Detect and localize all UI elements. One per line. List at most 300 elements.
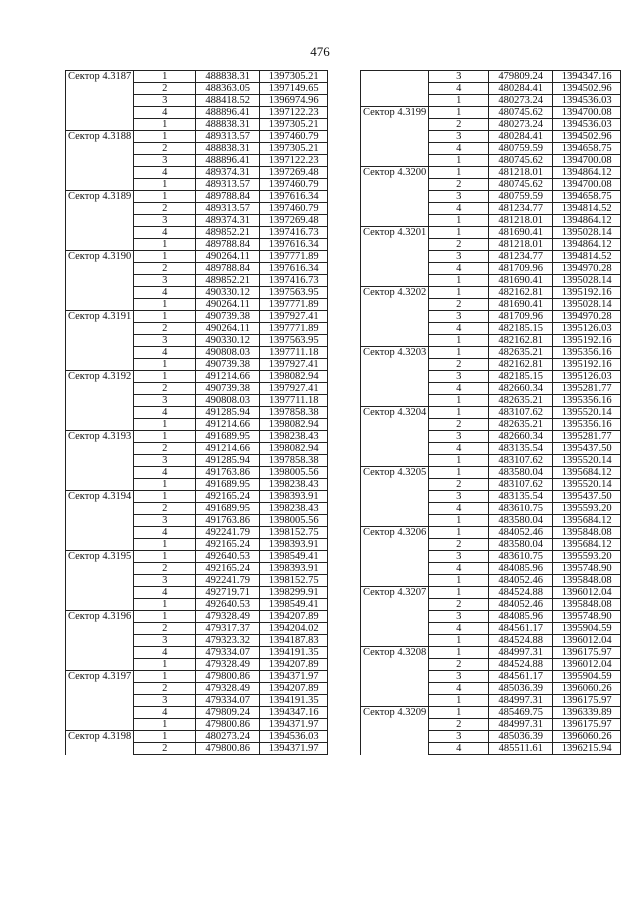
y-coordinate: 1397122.23 xyxy=(260,155,328,167)
point-number: 4 xyxy=(429,683,489,695)
table-row xyxy=(361,347,621,359)
y-coordinate: 1398005.56 xyxy=(260,467,328,479)
point-number: 3 xyxy=(134,455,196,467)
y-coordinate: 1397563.95 xyxy=(260,287,328,299)
table-row xyxy=(66,551,328,563)
y-coordinate: 1395848.08 xyxy=(553,527,621,539)
x-coordinate: 481218.01 xyxy=(489,167,553,179)
x-coordinate: 491214.66 xyxy=(196,419,260,431)
y-coordinate: 1397927.41 xyxy=(260,359,328,371)
sector-label xyxy=(361,71,429,107)
sector-label: Сектор 4.3197 xyxy=(66,671,134,731)
x-coordinate: 489852.21 xyxy=(196,227,260,239)
point-number: 3 xyxy=(429,251,489,263)
sector-label: Сектор 4.3209 xyxy=(361,707,429,755)
y-coordinate: 1394207.89 xyxy=(260,611,328,623)
x-coordinate: 485511.61 xyxy=(489,743,553,755)
point-number: 2 xyxy=(134,623,196,635)
x-coordinate: 479809.24 xyxy=(196,707,260,719)
y-coordinate: 1397711.18 xyxy=(260,347,328,359)
x-coordinate: 490808.03 xyxy=(196,395,260,407)
y-coordinate: 1395748.90 xyxy=(553,611,621,623)
x-coordinate: 489313.57 xyxy=(196,203,260,215)
point-number: 3 xyxy=(429,71,489,83)
x-coordinate: 483135.54 xyxy=(489,443,553,455)
point-number: 1 xyxy=(429,395,489,407)
point-number: 1 xyxy=(134,239,196,251)
point-number: 1 xyxy=(134,659,196,671)
y-coordinate: 1397858.38 xyxy=(260,455,328,467)
y-coordinate: 1397416.73 xyxy=(260,227,328,239)
y-coordinate: 1394970.28 xyxy=(553,263,621,275)
y-coordinate: 1396215.94 xyxy=(553,743,621,755)
x-coordinate: 483580.04 xyxy=(489,467,553,479)
y-coordinate: 1398082.94 xyxy=(260,419,328,431)
y-coordinate: 1397460.79 xyxy=(260,179,328,191)
y-coordinate: 1397269.48 xyxy=(260,215,328,227)
x-coordinate: 483135.54 xyxy=(489,491,553,503)
table-row xyxy=(361,467,621,479)
y-coordinate: 1398152.75 xyxy=(260,575,328,587)
point-number: 4 xyxy=(429,203,489,215)
point-number: 2 xyxy=(429,119,489,131)
x-coordinate: 484561.17 xyxy=(489,671,553,683)
x-coordinate: 480745.62 xyxy=(489,179,553,191)
point-number: 4 xyxy=(429,563,489,575)
y-coordinate: 1398082.94 xyxy=(260,371,328,383)
x-coordinate: 481709.96 xyxy=(489,311,553,323)
y-coordinate: 1398005.56 xyxy=(260,515,328,527)
y-coordinate: 1395356.16 xyxy=(553,419,621,431)
x-coordinate: 488418.52 xyxy=(196,95,260,107)
y-coordinate: 1398549.41 xyxy=(260,599,328,611)
y-coordinate: 1394502.96 xyxy=(553,83,621,95)
sector-label: Сектор 4.3192 xyxy=(66,371,134,431)
y-coordinate: 1395028.14 xyxy=(553,275,621,287)
point-number: 1 xyxy=(134,179,196,191)
y-coordinate: 1398299.91 xyxy=(260,587,328,599)
point-number: 1 xyxy=(134,731,196,743)
y-coordinate: 1397771.89 xyxy=(260,251,328,263)
x-coordinate: 489313.57 xyxy=(196,179,260,191)
x-coordinate: 480759.59 xyxy=(489,143,553,155)
sector-label: Сектор 4.3189 xyxy=(66,191,134,251)
x-coordinate: 489374.31 xyxy=(196,167,260,179)
table-row xyxy=(66,251,328,263)
point-number: 1 xyxy=(134,671,196,683)
y-coordinate: 1394700.08 xyxy=(553,179,621,191)
point-number: 1 xyxy=(134,551,196,563)
point-number: 2 xyxy=(134,743,196,755)
point-number: 1 xyxy=(134,719,196,731)
point-number: 3 xyxy=(429,131,489,143)
coordinates-table-right xyxy=(360,70,621,755)
y-coordinate: 1398238.43 xyxy=(260,479,328,491)
y-coordinate: 1395356.16 xyxy=(553,347,621,359)
x-coordinate: 482185.15 xyxy=(489,371,553,383)
point-number: 3 xyxy=(134,515,196,527)
y-coordinate: 1395904.59 xyxy=(553,623,621,635)
x-coordinate: 484997.31 xyxy=(489,719,553,731)
point-number: 1 xyxy=(429,407,489,419)
point-number: 4 xyxy=(134,407,196,419)
table-row xyxy=(361,167,621,179)
table-row xyxy=(66,71,328,83)
y-coordinate: 1394536.03 xyxy=(553,95,621,107)
x-coordinate: 491214.66 xyxy=(196,443,260,455)
sector-label: Сектор 4.3187 xyxy=(66,71,134,131)
point-number: 1 xyxy=(134,71,196,83)
point-number: 1 xyxy=(429,155,489,167)
y-coordinate: 1397416.73 xyxy=(260,275,328,287)
point-number: 4 xyxy=(134,467,196,479)
x-coordinate: 481690.41 xyxy=(489,299,553,311)
x-coordinate: 482660.34 xyxy=(489,431,553,443)
point-number: 4 xyxy=(429,383,489,395)
x-coordinate: 489313.57 xyxy=(196,131,260,143)
y-coordinate: 1396012.04 xyxy=(553,659,621,671)
y-coordinate: 1395192.16 xyxy=(553,335,621,347)
x-coordinate: 480284.41 xyxy=(489,131,553,143)
point-number: 1 xyxy=(429,515,489,527)
x-coordinate: 479323.32 xyxy=(196,635,260,647)
point-number: 2 xyxy=(429,299,489,311)
point-number: 1 xyxy=(134,371,196,383)
y-coordinate: 1396060.26 xyxy=(553,731,621,743)
point-number: 1 xyxy=(429,107,489,119)
y-coordinate: 1394371.97 xyxy=(260,719,328,731)
x-coordinate: 479328.49 xyxy=(196,683,260,695)
x-coordinate: 491763.86 xyxy=(196,467,260,479)
x-coordinate: 480759.59 xyxy=(489,191,553,203)
y-coordinate: 1397927.41 xyxy=(260,383,328,395)
point-number: 3 xyxy=(134,215,196,227)
x-coordinate: 492640.53 xyxy=(196,551,260,563)
point-number: 3 xyxy=(429,311,489,323)
x-coordinate: 491214.66 xyxy=(196,371,260,383)
y-coordinate: 1394864.12 xyxy=(553,239,621,251)
sector-label: Сектор 4.3205 xyxy=(361,467,429,527)
x-coordinate: 482635.21 xyxy=(489,395,553,407)
point-number: 1 xyxy=(134,479,196,491)
point-number: 4 xyxy=(429,623,489,635)
x-coordinate: 481218.01 xyxy=(489,239,553,251)
x-coordinate: 479334.07 xyxy=(196,695,260,707)
x-coordinate: 480745.62 xyxy=(489,155,553,167)
y-coordinate: 1394187.83 xyxy=(260,635,328,647)
point-number: 1 xyxy=(134,491,196,503)
point-number: 2 xyxy=(429,599,489,611)
point-number: 3 xyxy=(429,671,489,683)
point-number: 1 xyxy=(429,635,489,647)
y-coordinate: 1398549.41 xyxy=(260,551,328,563)
y-coordinate: 1397563.95 xyxy=(260,335,328,347)
y-coordinate: 1397149.65 xyxy=(260,83,328,95)
y-coordinate: 1395192.16 xyxy=(553,359,621,371)
point-number: 4 xyxy=(134,707,196,719)
table-row xyxy=(361,287,621,299)
point-number: 1 xyxy=(429,707,489,719)
x-coordinate: 490264.11 xyxy=(196,323,260,335)
point-number: 2 xyxy=(429,359,489,371)
point-number: 1 xyxy=(429,575,489,587)
point-number: 3 xyxy=(134,275,196,287)
x-coordinate: 490739.38 xyxy=(196,383,260,395)
x-coordinate: 479800.86 xyxy=(196,719,260,731)
x-coordinate: 492165.24 xyxy=(196,563,260,575)
y-coordinate: 1396175.97 xyxy=(553,719,621,731)
y-coordinate: 1396012.04 xyxy=(553,587,621,599)
point-number: 1 xyxy=(429,587,489,599)
x-coordinate: 479800.86 xyxy=(196,671,260,683)
x-coordinate: 485469.75 xyxy=(489,707,553,719)
point-number: 2 xyxy=(429,719,489,731)
y-coordinate: 1395028.14 xyxy=(553,227,621,239)
point-number: 4 xyxy=(429,263,489,275)
page-number: 476 xyxy=(310,44,330,59)
y-coordinate: 1394347.16 xyxy=(260,707,328,719)
x-coordinate: 481690.41 xyxy=(489,227,553,239)
x-coordinate: 491689.95 xyxy=(196,503,260,515)
y-coordinate: 1394814.52 xyxy=(553,251,621,263)
point-number: 1 xyxy=(134,419,196,431)
x-coordinate: 490808.03 xyxy=(196,347,260,359)
table-row xyxy=(66,431,328,443)
point-number: 3 xyxy=(134,635,196,647)
point-number: 1 xyxy=(429,347,489,359)
point-number: 2 xyxy=(134,143,196,155)
point-number: 1 xyxy=(134,251,196,263)
point-number: 3 xyxy=(134,395,196,407)
y-coordinate: 1394814.52 xyxy=(553,203,621,215)
point-number: 1 xyxy=(134,311,196,323)
x-coordinate: 480284.41 xyxy=(489,83,553,95)
point-number: 3 xyxy=(429,731,489,743)
x-coordinate: 491689.95 xyxy=(196,431,260,443)
x-coordinate: 484085.96 xyxy=(489,611,553,623)
sector-label: Сектор 4.3204 xyxy=(361,407,429,467)
point-number: 4 xyxy=(429,443,489,455)
y-coordinate: 1395126.03 xyxy=(553,371,621,383)
y-coordinate: 1395848.08 xyxy=(553,575,621,587)
point-number: 2 xyxy=(134,263,196,275)
point-number: 1 xyxy=(429,215,489,227)
x-coordinate: 481218.01 xyxy=(489,215,553,227)
y-coordinate: 1395593.20 xyxy=(553,551,621,563)
point-number: 1 xyxy=(429,335,489,347)
point-number: 2 xyxy=(429,479,489,491)
y-coordinate: 1397460.79 xyxy=(260,203,328,215)
x-coordinate: 490264.11 xyxy=(196,251,260,263)
table-row xyxy=(66,731,328,743)
table-row xyxy=(66,611,328,623)
y-coordinate: 1395437.50 xyxy=(553,491,621,503)
point-number: 1 xyxy=(429,647,489,659)
table-row xyxy=(66,131,328,143)
x-coordinate: 479317.37 xyxy=(196,623,260,635)
x-coordinate: 488838.31 xyxy=(196,143,260,155)
y-coordinate: 1394536.03 xyxy=(260,731,328,743)
x-coordinate: 488896.41 xyxy=(196,155,260,167)
point-number: 3 xyxy=(134,695,196,707)
x-coordinate: 489788.84 xyxy=(196,263,260,275)
y-coordinate: 1394347.16 xyxy=(553,71,621,83)
y-coordinate: 1397305.21 xyxy=(260,119,328,131)
sector-label: Сектор 4.3196 xyxy=(66,611,134,671)
x-coordinate: 483107.62 xyxy=(489,479,553,491)
point-number: 3 xyxy=(134,155,196,167)
y-coordinate: 1395192.16 xyxy=(553,287,621,299)
point-number: 3 xyxy=(429,551,489,563)
x-coordinate: 489788.84 xyxy=(196,239,260,251)
point-number: 4 xyxy=(134,347,196,359)
x-coordinate: 484524.88 xyxy=(489,587,553,599)
y-coordinate: 1394371.97 xyxy=(260,671,328,683)
point-number: 3 xyxy=(429,371,489,383)
sector-label: Сектор 4.3206 xyxy=(361,527,429,587)
x-coordinate: 481709.96 xyxy=(489,263,553,275)
point-number: 1 xyxy=(134,599,196,611)
x-coordinate: 482660.34 xyxy=(489,383,553,395)
point-number: 4 xyxy=(429,323,489,335)
coordinates-table-left xyxy=(65,70,328,755)
x-coordinate: 489852.21 xyxy=(196,275,260,287)
y-coordinate: 1397616.34 xyxy=(260,263,328,275)
x-coordinate: 488363.05 xyxy=(196,83,260,95)
x-coordinate: 481234.77 xyxy=(489,251,553,263)
point-number: 4 xyxy=(134,287,196,299)
y-coordinate: 1394207.89 xyxy=(260,659,328,671)
y-coordinate: 1395593.20 xyxy=(553,503,621,515)
point-number: 2 xyxy=(429,539,489,551)
point-number: 4 xyxy=(134,107,196,119)
x-coordinate: 492719.71 xyxy=(196,587,260,599)
y-coordinate: 1397616.34 xyxy=(260,191,328,203)
point-number: 1 xyxy=(134,299,196,311)
x-coordinate: 479334.07 xyxy=(196,647,260,659)
sector-label: Сектор 4.3203 xyxy=(361,347,429,407)
x-coordinate: 484052.46 xyxy=(489,599,553,611)
x-coordinate: 484052.46 xyxy=(489,527,553,539)
point-number: 2 xyxy=(134,323,196,335)
y-coordinate: 1395356.16 xyxy=(553,395,621,407)
x-coordinate: 484524.88 xyxy=(489,659,553,671)
x-coordinate: 484524.88 xyxy=(489,635,553,647)
point-number: 1 xyxy=(429,95,489,107)
x-coordinate: 483107.62 xyxy=(489,455,553,467)
y-coordinate: 1394864.12 xyxy=(553,215,621,227)
point-number: 3 xyxy=(429,611,489,623)
point-number: 1 xyxy=(429,695,489,707)
x-coordinate: 484997.31 xyxy=(489,695,553,707)
table-row xyxy=(66,671,328,683)
y-coordinate: 1395684.12 xyxy=(553,539,621,551)
x-coordinate: 482185.15 xyxy=(489,323,553,335)
x-coordinate: 482162.81 xyxy=(489,359,553,371)
x-coordinate: 485036.39 xyxy=(489,683,553,695)
sector-label: Сектор 4.3201 xyxy=(361,227,429,287)
y-coordinate: 1397269.48 xyxy=(260,167,328,179)
x-coordinate: 484997.31 xyxy=(489,647,553,659)
table-row xyxy=(361,707,621,719)
y-coordinate: 1396175.97 xyxy=(553,695,621,707)
point-number: 4 xyxy=(134,167,196,179)
sector-label: Сектор 4.3188 xyxy=(66,131,134,191)
x-coordinate: 490264.11 xyxy=(196,299,260,311)
x-coordinate: 492165.24 xyxy=(196,491,260,503)
point-number: 2 xyxy=(134,203,196,215)
x-coordinate: 480273.24 xyxy=(196,731,260,743)
y-coordinate: 1394658.75 xyxy=(553,191,621,203)
point-number: 4 xyxy=(134,227,196,239)
point-number: 1 xyxy=(134,431,196,443)
y-coordinate: 1395281.77 xyxy=(553,431,621,443)
y-coordinate: 1394191.35 xyxy=(260,695,328,707)
sector-label: Сектор 4.3200 xyxy=(361,167,429,227)
y-coordinate: 1395684.12 xyxy=(553,515,621,527)
x-coordinate: 479328.49 xyxy=(196,611,260,623)
point-number: 1 xyxy=(134,119,196,131)
x-coordinate: 479328.49 xyxy=(196,659,260,671)
x-coordinate: 482635.21 xyxy=(489,419,553,431)
x-coordinate: 492640.53 xyxy=(196,599,260,611)
point-number: 4 xyxy=(134,527,196,539)
point-number: 1 xyxy=(134,131,196,143)
point-number: 1 xyxy=(429,467,489,479)
y-coordinate: 1395520.14 xyxy=(553,479,621,491)
x-coordinate: 492241.79 xyxy=(196,527,260,539)
table-row xyxy=(66,491,328,503)
point-number: 3 xyxy=(134,335,196,347)
x-coordinate: 480273.24 xyxy=(489,95,553,107)
y-coordinate: 1398238.43 xyxy=(260,431,328,443)
x-coordinate: 481234.77 xyxy=(489,203,553,215)
point-number: 3 xyxy=(429,431,489,443)
y-coordinate: 1394970.28 xyxy=(553,311,621,323)
y-coordinate: 1397460.79 xyxy=(260,131,328,143)
y-coordinate: 1395684.12 xyxy=(553,467,621,479)
point-number: 4 xyxy=(429,83,489,95)
y-coordinate: 1396339.89 xyxy=(553,707,621,719)
x-coordinate: 488838.31 xyxy=(196,71,260,83)
y-coordinate: 1397858.38 xyxy=(260,407,328,419)
point-number: 1 xyxy=(134,611,196,623)
point-number: 1 xyxy=(134,191,196,203)
point-number: 2 xyxy=(134,383,196,395)
point-number: 1 xyxy=(429,227,489,239)
x-coordinate: 480273.24 xyxy=(489,119,553,131)
point-number: 4 xyxy=(134,587,196,599)
point-number: 4 xyxy=(429,143,489,155)
y-coordinate: 1394207.89 xyxy=(260,683,328,695)
sector-label: Сектор 4.3202 xyxy=(361,287,429,347)
x-coordinate: 489374.31 xyxy=(196,215,260,227)
table-row xyxy=(361,527,621,539)
y-coordinate: 1395126.03 xyxy=(553,323,621,335)
y-coordinate: 1397616.34 xyxy=(260,239,328,251)
sector-label: Сектор 4.3198 xyxy=(66,731,134,755)
x-coordinate: 482635.21 xyxy=(489,347,553,359)
sector-label: Сектор 4.3191 xyxy=(66,311,134,371)
point-number: 1 xyxy=(134,539,196,551)
y-coordinate: 1395028.14 xyxy=(553,299,621,311)
table-row xyxy=(361,407,621,419)
sector-label: Сектор 4.3207 xyxy=(361,587,429,647)
point-number: 2 xyxy=(134,563,196,575)
y-coordinate: 1398393.91 xyxy=(260,563,328,575)
x-coordinate: 483610.75 xyxy=(489,551,553,563)
y-coordinate: 1398393.91 xyxy=(260,539,328,551)
